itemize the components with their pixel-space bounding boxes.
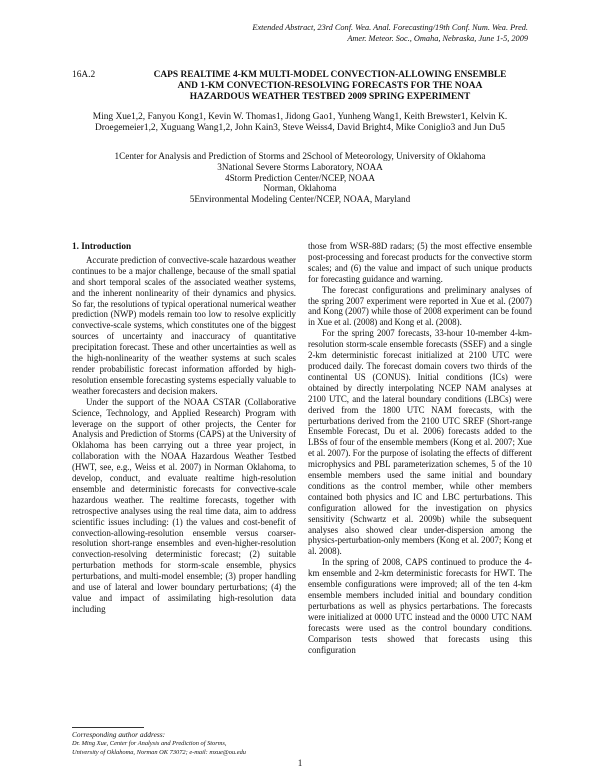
right-column: [308, 241, 532, 655]
paper-number: 16A.2: [72, 70, 96, 80]
author-list: [72, 112, 528, 135]
affiliations: [72, 151, 528, 205]
paper-title: [120, 70, 540, 104]
affiliation-line: 5Environmental Modeling Center/NCEP, NOAA, Maryland: [189, 194, 411, 205]
body-paragraph: For the spring 2007 forecasts, 33-hour 10-member 4-km-resolution storm-scale ensemble forecasts (SSEF) and a single 2-km deterministic forecast initialized at 2100 UTC were produced daily. The forecast domain covers two thirds of the continental US (CONUS). Initial conditions (ICs) were obtained by directly interpolating NCEP NAM analyses at 2100 UTC, and the lateral boundary conditions (LBCs) were derived from the 1800 UTC NAM forecasts, with the perturbations derived from the 2100 UTC SREF (Short-range Ensemble Forecast, Du et al. 2006) forecasts added to the LBSs of four of the ensemble members (Kong et al. 2007; Xue et al. 2007). For the purpose of isolating the effects of different microphysics and PBL parameterization schemes, 5 of the 10 ensemble members used the same initial and boundary conditions as the control member, while other members contained both physics and IC and LBC perturbations. This configuration allowed for the investigation on physics sensitivity (Schwartz et al. 2009b) while the subsequent analyses also showed clear under-dispersion among the physics-perturbation-only members (Kong et al. 2007; Kong et al. 2008).: [308, 328, 532, 557]
body-paragraph: The forecast configurations and preliminary analyses of the spring 2007 experiment were reported in Xue et al. (2007) and Kong (2007) while those of 2008 experiment can be found in Xue et al. (2008) and Kong et al. (2008).: [308, 284, 532, 328]
page-number: 1: [297, 758, 303, 768]
body-paragraph: those from WSR-88D radars; (5) the most effective ensemble post-processing and forecast products for the convective storm scales; and (6) the value and impact of such unique products for forecasting guidance and warning.: [308, 241, 532, 284]
affiliation-line: 1Center for Analysis and Prediction of Storms and 2School of Meteorology, University of Oklahoma: [114, 151, 486, 161]
affiliation-line: 4Storm Prediction Center/NCEP, NOAA: [224, 172, 376, 183]
title-line: CAPS REALTIME 4-KM MULTI-MODEL CONVECTION-ALLOWING ENSEMBLE: [153, 70, 507, 80]
footnote-line: Dr. Ming Xue, Center for Analysis and Prediction of Storms,: [72, 740, 227, 748]
affiliation-line: 3National Severe Storms Laboratory, NOAA: [217, 161, 383, 172]
body-paragraph: In the spring of 2008, CAPS continued to produce the 4-km ensemble and 2-km deterministic forecasts for HWT. The ensemble configurations were improved; all of the ten 4-km ensemble members included initial and boundary condition perturbations as well as physics pertarbations. The forecasts were initialized at 0000 UTC instead and the 0000 UTC NAM forecasts were used as the control boundary conditions. Comparison tests showed that forecasts using this configuration: [308, 557, 532, 655]
title-line: AND 1-KM CONVECTION-RESOLVING FORECASTS FOR THE NOAA: [177, 81, 483, 92]
body-paragraph: Accurate prediction of convective-scale hazardous weather continues to be a major challenge, because of the small spatial and short temporal scales of the associated weather systems, and the inherent nonlinearity of their dynamics and physics. So far, the resolutions of typical operational numerical weather prediction (NWP) models remain too low to resolve explicitly convective-scale systems, which constitutes one of the biggest sources of uncertainty and inaccuracy of quantitative precipitation forecast. These and other uncertainties as well as the high-nonlinearity of the weather systems at such scales render probabilistic forecast information afforded by high-resolution ensemble forecasting systems especially valuable to weather forecasters and decision makers.: [72, 254, 296, 396]
left-column: [72, 241, 296, 615]
title-line: HAZARDOUS WEATHER TESTBED 2009 SPRING EXPERIMENT: [189, 92, 471, 103]
header-line-2: Amer. Meteor. Soc., Omaha, Nebraska, June 1-5, 2009: [347, 34, 528, 43]
authors-line: Droegemeier1,2, Xuguang Wang1,2, John Kain3, Steve Weiss4, David Bright4, Mike Coniglio3 and Jun Du5: [94, 123, 506, 134]
footnote-label: Corresponding author address:: [72, 730, 166, 739]
body-paragraph: Under the support of the NOAA CSTAR (Collaborative Science, Technology, and Applied Research) Program with leverage on the support of other projects, the Center for Analysis and Prediction of Storms (CAPS) at the University of Oklahoma has been carrying out a three year project, in collaboration with the NOAA Hazardous Weather Testbed (HWT, see, e.g., Weiss et al. 2007) in Norman Oklahoma, to develop, conduct, and evaluate realtime high-resolution ensemble and deterministic forecasts for convective-scale hazardous weather. The realtime forecasts, together with retrospective analyses using the real time data, aim to address scientific issues including: (1) the values and cost-benefit of convection-allowing-resolution ensemble versus coarser-resolution short-range ensembles and even-higher-resolution convection-resolving deterministic forecast; (2) suitable perturbation methods for storm-scale ensemble, physics perturbations, and multi-model ensemble; (3) proper handling and use of lateral and lower boundary perturbations; (4) the value and impact of assimilating high-resolution data including: [72, 396, 296, 614]
header-line-1: Extended Abstract, 23rd Conf. Wea. Anal. Forecasting/19th Conf. Num. Wea. Pred.: [252, 23, 528, 32]
footnote-divider: [72, 727, 144, 728]
section-heading: 1. Introduction: [72, 241, 132, 251]
footnote: [72, 730, 312, 758]
authors-line: Ming Xue1,2, Fanyou Kong1, Kevin W. Thomas1, Jidong Gao1, Yunheng Wang1, Keith Brewster1, Kelvin K.: [92, 112, 508, 122]
running-header: [128, 22, 528, 44]
affiliation-line: Norman, Oklahoma: [263, 183, 337, 194]
footnote-line: University of Oklahoma, Norman OK 73072; e-mail: mxue@ou.edu: [72, 749, 246, 757]
